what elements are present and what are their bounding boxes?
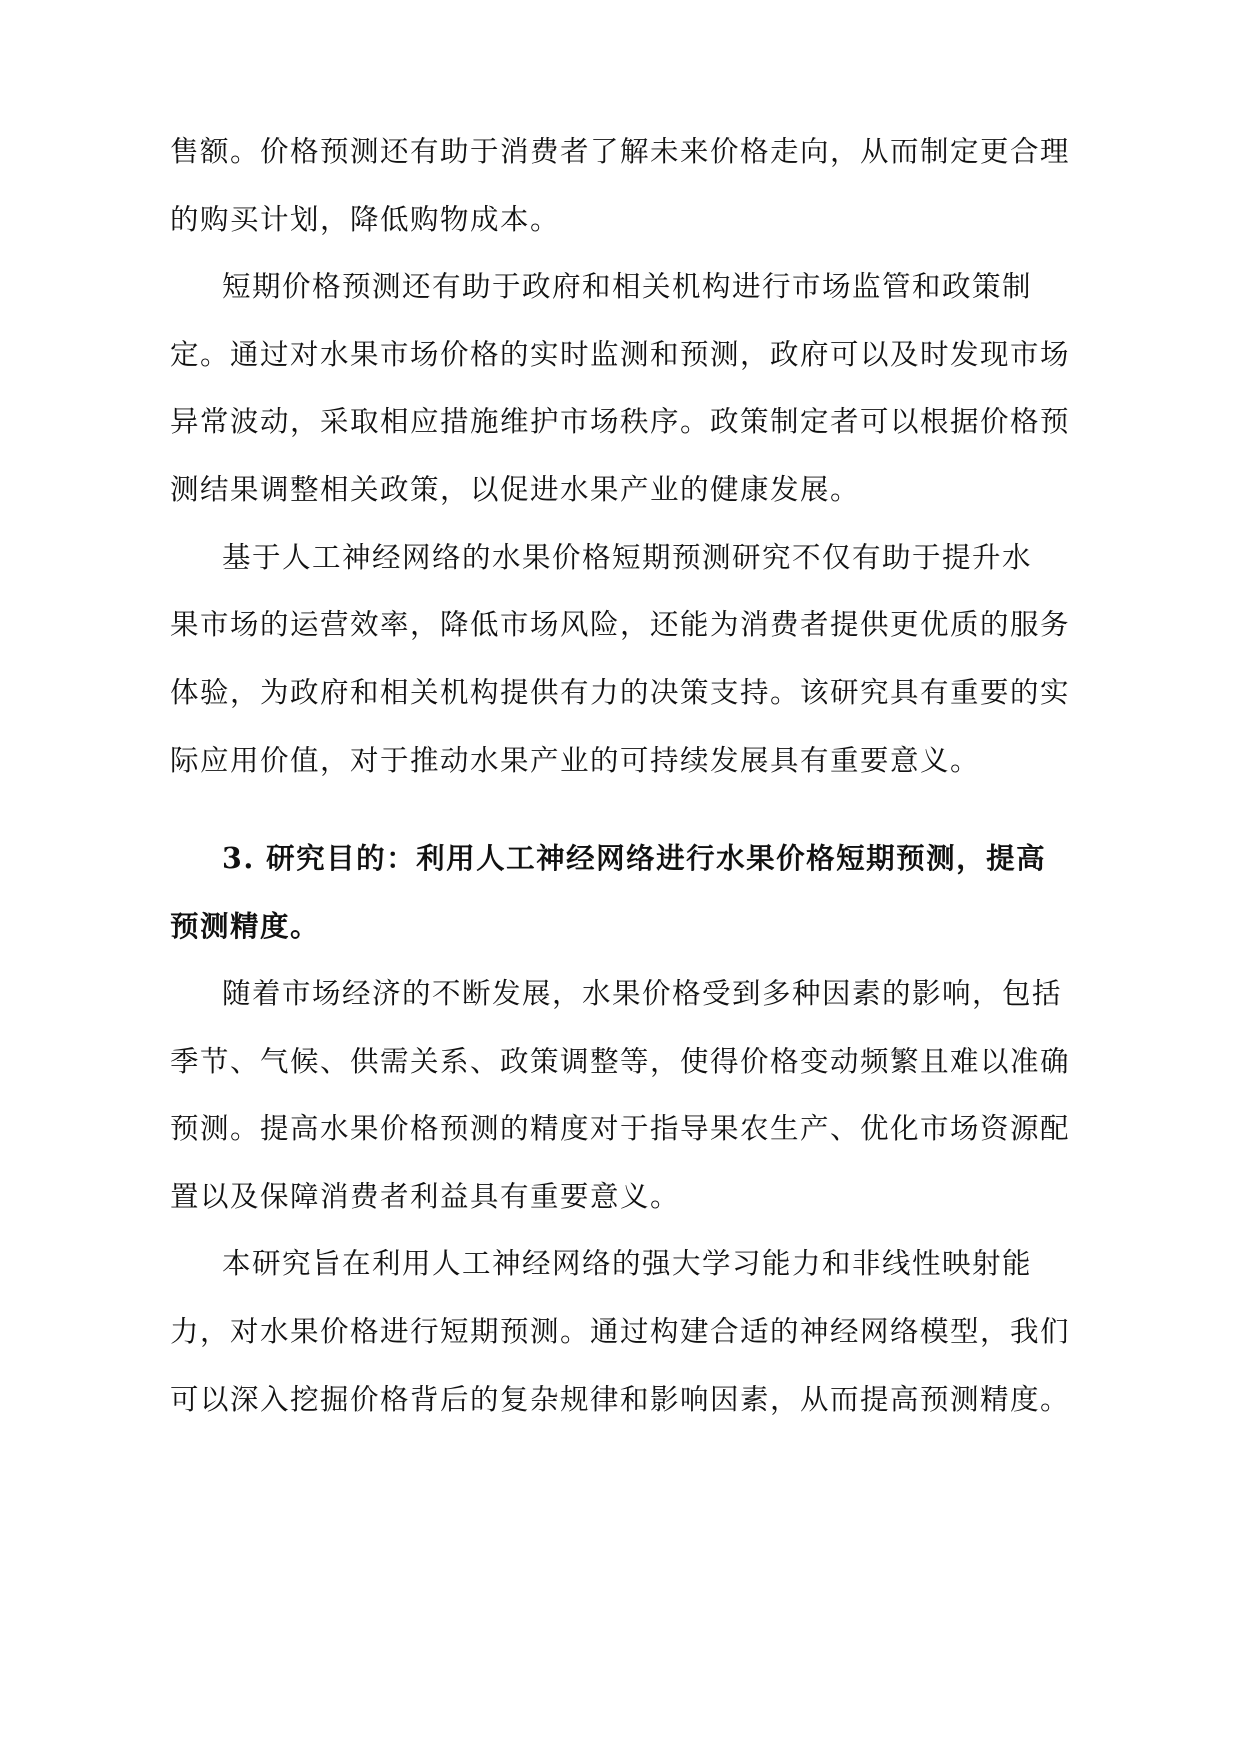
paragraph-5-line-2: 力，对水果价格进行短期预测。通过构建合适的神经网络模型，我们 [170,1315,1071,1348]
paragraph-4-line-1: 随着市场经济的不断发展，水果价格受到多种因素的影响，包括 [222,977,1063,1010]
paragraph-5-line-3: 可以深入挖掘价格背后的复杂规律和影响因素，从而提高预测精度。 [170,1383,1071,1416]
paragraph-2-line-3: 异常波动，采取相应措施维护市场秩序。政策制定者可以根据价格预 [170,405,1071,438]
paragraph-3-line-3: 体验，为政府和相关机构提供有力的决策支持。该研究具有重要的实 [170,676,1071,709]
paragraph-3-line-4: 际应用价值，对于推动水果产业的可持续发展具有重要意义。 [170,744,981,777]
paragraph-4-line-2: 季节、气候、供需关系、政策调整等，使得价格变动频繁且难以准确 [170,1045,1071,1078]
paragraph-1-line-2: 的购买计划，降低购物成本。 [170,203,561,236]
paragraph-3-line-1: 基于人工神经网络的水果价格短期预测研究不仅有助于提升水 [222,541,1033,574]
paragraph-2-line-4: 测结果调整相关政策，以促进水果产业的健康发展。 [170,473,861,506]
paragraph-1-line-1: 售额。价格预测还有助于消费者了解未来价格走向，从而制定更合理 [170,135,1071,168]
paragraph-2-line-1: 短期价格预测还有助于政府和相关机构进行市场监管和政策制 [222,270,1033,303]
section-heading-line-2: 预测精度。 [170,909,321,943]
paragraph-2-line-2: 定。通过对水果市场价格的实时监测和预测，政府可以及时发现市场 [170,338,1071,371]
section-heading-line-1: 3. 研究目的：利用人工神经网络进行水果价格短期预测，提高 [222,841,1047,875]
paragraph-4-line-4: 置以及保障消费者利益具有重要意义。 [170,1180,681,1213]
paragraph-3-line-2: 果市场的运营效率，降低市场风险，还能为消费者提供更优质的服务 [170,608,1071,641]
paragraph-5-line-1: 本研究旨在利用人工神经网络的强大学习能力和非线性映射能 [222,1247,1033,1280]
paragraph-4-line-3: 预测。提高水果价格预测的精度对于指导果农生产、优化市场资源配 [170,1112,1071,1145]
